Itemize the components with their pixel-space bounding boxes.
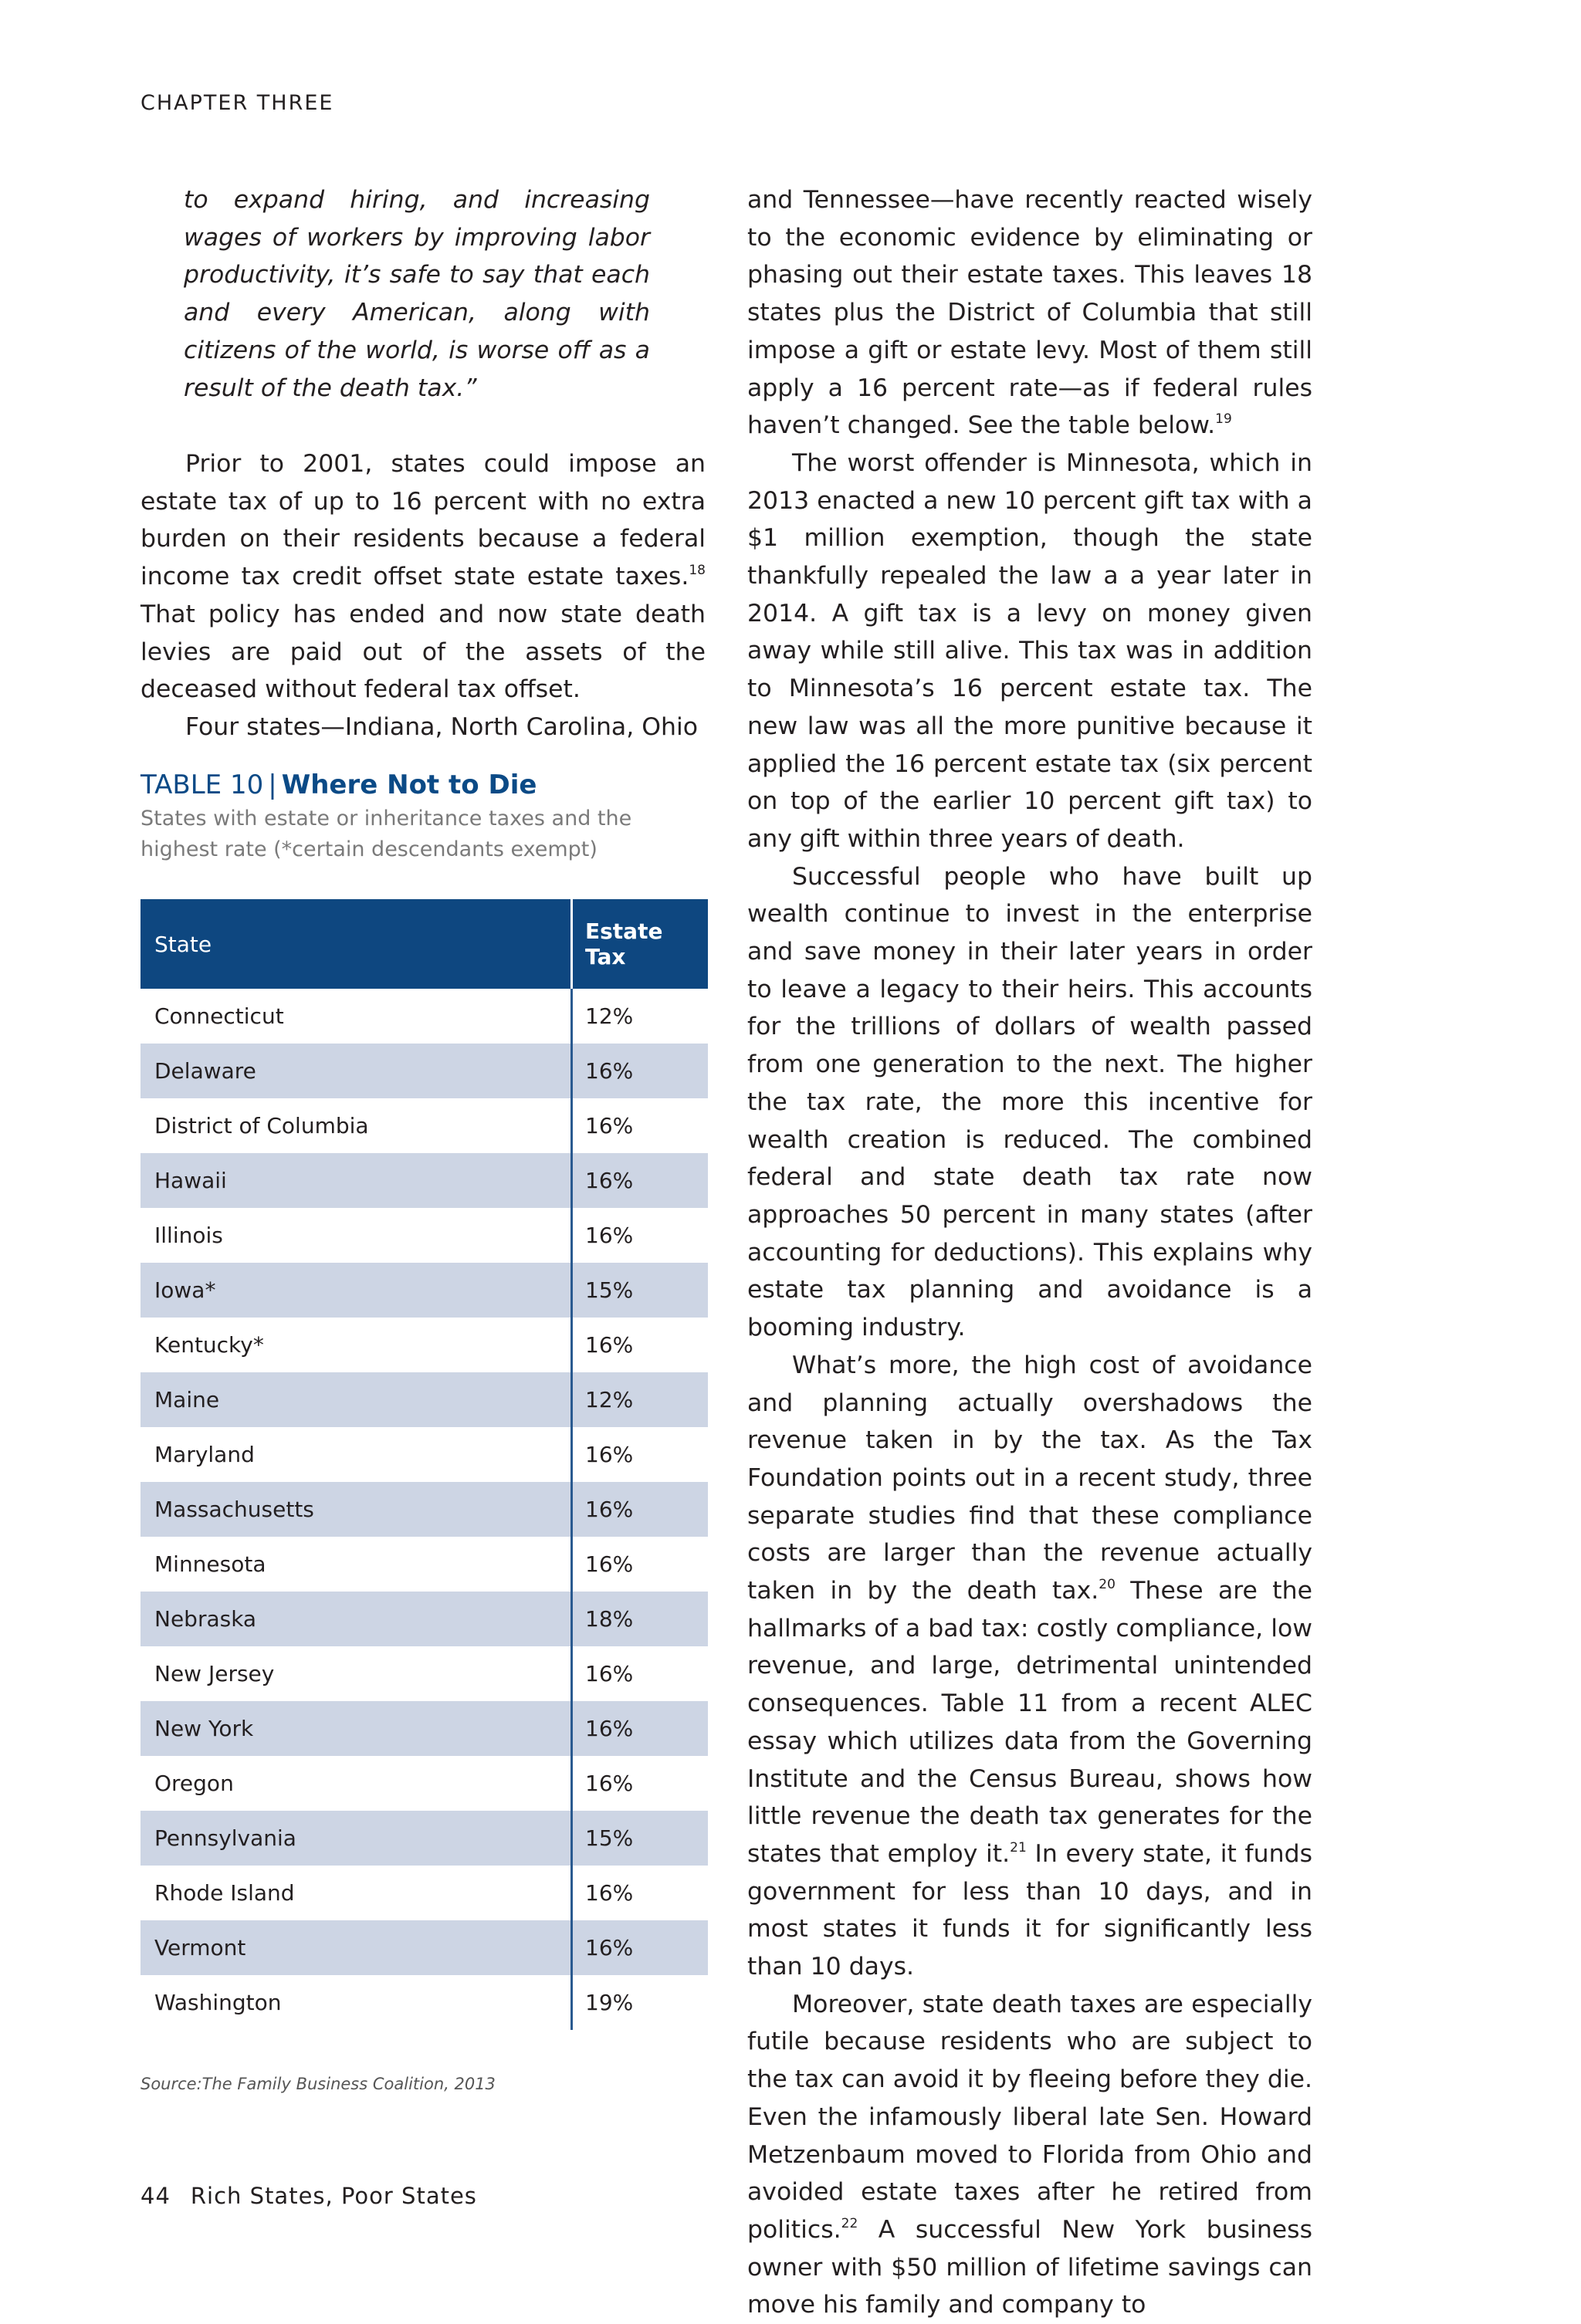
page-number: 44 [140, 2183, 171, 2209]
table-row [140, 1263, 708, 1318]
column-header-estate-tax: Estate Tax [585, 918, 663, 969]
state-cell: Iowa* [140, 1263, 573, 1318]
state-cell: Hawaii [140, 1153, 573, 1208]
footnote-ref: 21 [1010, 1839, 1027, 1855]
state-cell: Minnesota [140, 1537, 573, 1592]
state-cell: Oregon [140, 1756, 573, 1811]
table-row [140, 1208, 708, 1263]
table-title [140, 770, 537, 800]
estate-tax-cell: 16% [585, 1332, 634, 1358]
book-title: Rich States, Poor States [190, 2183, 477, 2209]
footnote-ref: 20 [1099, 1577, 1116, 1593]
table-row [140, 1482, 708, 1537]
estate-tax-cell: 19% [585, 1990, 634, 2015]
table-row [140, 1372, 708, 1427]
right-column-body [747, 181, 1312, 2324]
state-cell: District of Columbia [140, 1098, 573, 1153]
table-row [140, 1811, 708, 1866]
paragraph: Moreover, state death taxes are especially futile because residents who are subject to the tax can avoid it by fleeing before they die. Even the infamously liberal late Sen. Howard Metzenbaum moved to Florida from Ohio and avoided estate taxes after he retired from politics.$^{22}$ A successful New York business owner with $50 million of lifetime savings can move his family and company to [747, 1990, 1312, 2319]
state-cell: Washington [140, 1975, 573, 2030]
paragraph: The worst offender is Minnesota, which in 2013 enacted a new 10 percent gift tax with a $1 million exemption, though the state thankfully repealed the law a a year later in 2014. A gift tax is a levy on money given away while still alive. This tax was in addition to Minnesota’s 16 percent estate tax. The new law was all the more punitive because it applied the 16 percent estate tax (six percent on top of the earlier 10 percent gift tax) to any gift within three years of death. [747, 448, 1312, 853]
table-label: TABLE 10 [140, 770, 264, 800]
table-title-text: Where Not to Die [281, 770, 537, 800]
table-row [140, 1153, 708, 1208]
state-cell: Maryland [140, 1427, 573, 1482]
state-cell: Nebraska [140, 1592, 573, 1646]
table-row [140, 989, 708, 1044]
paragraph: Prior to 2001, states could impose an estate tax of up to 16 percent with no extra burden on their residents because a federal income tax credit offset state estate taxes.$^{18}$ That policy has ended and now state death levies are paid out of the assets of the deceased without federal tax offset. [140, 450, 706, 704]
chapter-header: CHAPTER THREE [140, 91, 334, 115]
state-cell: New Jersey [140, 1646, 573, 1701]
paragraph: Successful people who have built up wealth continue to invest in the enterprise and save money in their later years in order to leave a legacy to their heirs. This accounts for the trillions of dollars of wealth passed from one generation to the next. The higher the tax rate, the more this incentive for wealth creation is reduced. The combined federal and state death tax rate now approaches 50 percent in many states (after accounting for deductions). This explains why estate tax planning and avoidance is a booming industry. [747, 862, 1312, 1342]
estate-tax-cell: 16% [585, 1880, 634, 1906]
state-cell: Massachusetts [140, 1482, 573, 1537]
paragraph: and Tennessee—have recently reacted wisely to the economic evidence by eliminating or phasing out their estate taxes. This leaves 18 states plus the District of Columbia that still impose a gift or estate levy. Most of them still apply a 16 percent rate—as if federal rules haven’t changed. See the table below.$^{19}$ [747, 186, 1312, 440]
state-cell: Maine [140, 1372, 573, 1427]
estate-tax-cell: 18% [585, 1606, 634, 1632]
paragraph: What’s more, the high cost of avoidance and planning actually overshadows the revenue taken in by the tax. As the Tax Foundation points out in a recent study, three separate studies find that these compliance costs are larger than the revenue actually taken in by the death tax.$^{20}$ These are the hallmarks of a bad tax: costly compliance, low revenue, and large, detrimental unintended consequences. Table 11 from a recent ALEC essay which utilizes data from the Governing Institute and the Census Bureau, shows how little revenue the death tax generates for the states that employ it.$^{21}$ In every state, it funds government for less than 10 days, and in most states it funds it for significantly less than 10 days. [747, 1351, 1312, 1981]
table-body [140, 989, 708, 2030]
table-header-row [140, 899, 708, 989]
estate-tax-cell: 15% [585, 1277, 634, 1303]
table-row [140, 1098, 708, 1153]
state-cell: Pennsylvania [140, 1811, 573, 1866]
footnote-ref: 18 [689, 563, 706, 579]
table-source: Source:The Family Business Coalition, 2013 [140, 2075, 496, 2093]
estate-tax-cell: 12% [585, 1387, 634, 1412]
state-cell: Connecticut [140, 989, 573, 1044]
pull-quote: to expand hiring, and increasing wages of workers by improving labor productivity, it’s safe to say that each and every American, along with citizens of the world, is worse off as a result of the death tax.” [184, 186, 650, 402]
page-footer [140, 2183, 477, 2209]
table-row [140, 1537, 708, 1592]
estate-tax-cell: 12% [585, 1003, 634, 1029]
estate-tax-cell: 16% [585, 1716, 634, 1741]
estate-tax-cell: 16% [585, 1551, 634, 1577]
table-title-separator: | [268, 770, 277, 800]
table-row [140, 1427, 708, 1482]
table-row [140, 1975, 708, 2030]
estate-tax-cell: 16% [585, 1661, 634, 1686]
table-row [140, 1044, 708, 1098]
state-cell: Rhode Island [140, 1866, 573, 1920]
estate-tax-cell: 16% [585, 1497, 634, 1522]
column-header-state: State [140, 899, 573, 989]
estate-tax-cell: 15% [585, 1825, 634, 1851]
footnote-ref: 19 [1215, 411, 1232, 428]
table-row [140, 1756, 708, 1811]
estate-tax-cell: 16% [585, 1058, 634, 1084]
state-cell: Illinois [140, 1208, 573, 1263]
estate-tax-cell: 16% [585, 1113, 634, 1138]
state-cell: Vermont [140, 1920, 573, 1975]
table-row [140, 1318, 708, 1372]
left-column-body [140, 445, 706, 746]
state-cell: Delaware [140, 1044, 573, 1098]
estate-tax-cell: 16% [585, 1168, 634, 1193]
state-cell: Kentucky* [140, 1318, 573, 1372]
footnote-ref: 22 [841, 2215, 858, 2231]
estate-tax-cell: 16% [585, 1771, 634, 1796]
estate-tax-cell: 16% [585, 1442, 634, 1467]
paragraph: Four states—Indiana, North Carolina, Ohio [185, 712, 699, 741]
estate-tax-cell: 16% [585, 1223, 634, 1248]
table-row [140, 1866, 708, 1920]
estate-tax-cell: 16% [585, 1935, 634, 1960]
estate-tax-table [140, 899, 708, 2030]
table-row [140, 1646, 708, 1701]
table-row [140, 1701, 708, 1756]
table-row [140, 1920, 708, 1975]
table-row [140, 1592, 708, 1646]
table-subtitle: States with estate or inheritance taxes and the highest rate (*certain descendants exempt) [140, 807, 632, 861]
state-cell: New York [140, 1701, 573, 1756]
